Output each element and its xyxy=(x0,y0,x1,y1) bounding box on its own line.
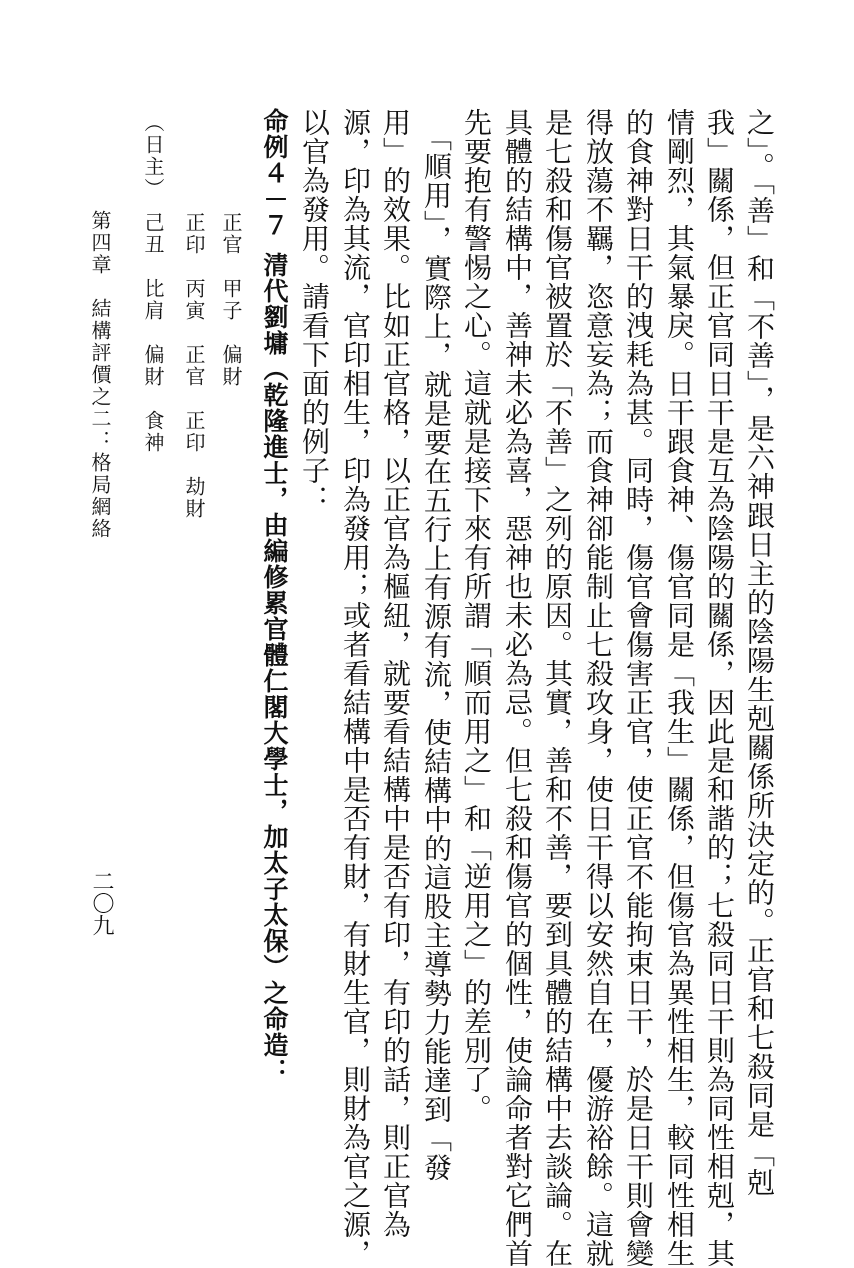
body-column-5: 得放蕩不羈，恣意妄為；而食神卻能制止七殺攻身，使日干得以安然自在，優游裕餘。這就 xyxy=(582,108,615,1268)
example-heading xyxy=(258,108,290,1084)
body-column-6: 是七殺和傷官被置於「不善」之列的原因。其實，善和不善，要到具體的結構中去談論。在 xyxy=(541,108,574,1268)
body-column-8: 先要抱有警惕之心。這就是接下來有所謂「順而用之」和「逆用之」的差別了。 xyxy=(460,108,493,1123)
body-column-1: 之」。「善」和「不善」，是六神跟日主的陰陽生剋關係所決定的。正官和七殺同是「剋 xyxy=(743,108,776,1197)
example-title: 清代劉墉（乾隆進士，由編修累官體仁閣大學士，加太子太保）之命造： xyxy=(260,252,289,1084)
bazi-pillar-3: （日主） 己丑 比肩 偏財 食神 xyxy=(141,112,165,454)
body-column-10: 用」的效果。比如正官格，以正官為樞紐，就要看結構中是否有印，有印的話，則正官為 xyxy=(379,108,412,1239)
bazi-pillar-2: 正印 丙寅 正官 正印 劫財 xyxy=(182,212,206,520)
body-column-9: 「順用」，實際上，就是要在五行上有源有流，使結構中的這股主導勢力能達到「發 xyxy=(420,108,453,1182)
body-column-12: 以官為發用。請看下面的例子： xyxy=(298,108,331,514)
body-column-3: 情剛烈，其氣暴戾。日干跟食神、傷官同是「我生」關係，但傷官為異性相生，較同性相生 xyxy=(663,108,696,1268)
example-label: 命例４－７ xyxy=(260,108,289,238)
chapter-footer: 第四章 結構評價之二：格局網絡 xyxy=(88,210,112,540)
page-number: 二〇九 xyxy=(89,870,114,936)
body-column-4: 的食神對日干的洩耗為甚。同時，傷官會傷害正官，使正官不能拘束日干，於是日干則會變 xyxy=(622,108,655,1268)
body-column-7: 具體的結構中，善神未必為喜，惡神也未必為忌。但七殺和傷官的個性，使論命者對它們首 xyxy=(501,108,534,1268)
body-column-11: 源，印為其流，官印相生，印為發用；或者看結構中是否有財，有財生官，則財為官之源， xyxy=(339,108,372,1268)
bazi-pillar-1: 正官 甲子 偏財 xyxy=(219,212,243,388)
body-column-2: 我」關係，但正官同日干是互為陰陽的關係，因此是和諧的；七殺同日干則為同性相剋，其 xyxy=(703,108,736,1268)
